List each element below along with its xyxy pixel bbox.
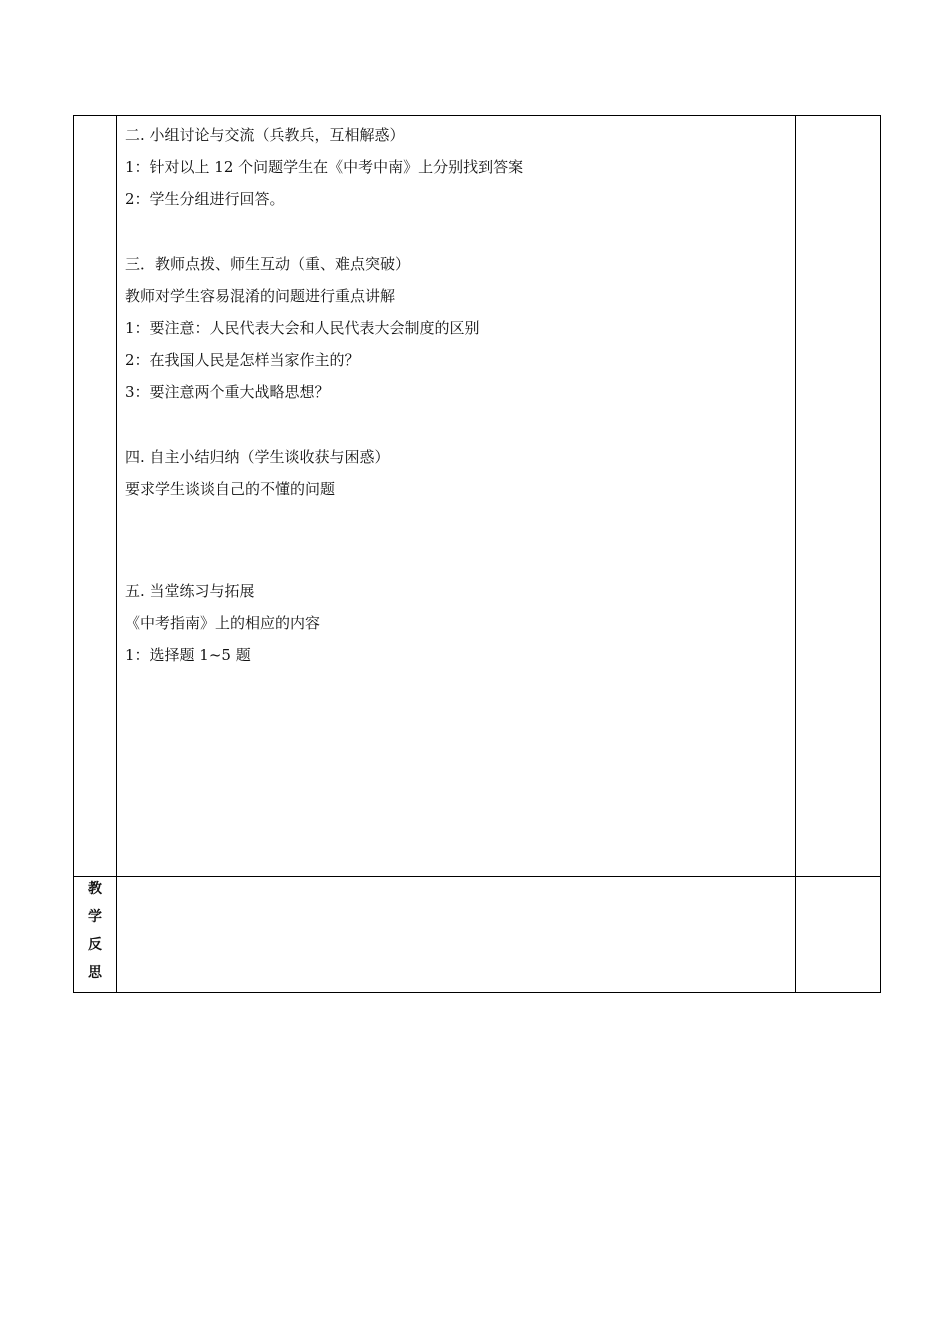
label-char: 思 — [88, 965, 102, 981]
teaching-reflection-label — [74, 877, 116, 993]
content-line: 1：要注意：人民代表大会和人民代表大会制度的区别 — [125, 319, 480, 337]
label-char: 学 — [88, 909, 102, 925]
section-heading-teacher-guidance: 三．教师点拨、师生互动（重、难点突破） — [125, 255, 411, 273]
content-line: 2：在我国人民是怎样当家作主的？ — [125, 351, 360, 369]
content-line: 教师对学生容易混淆的问题进行重点讲解 — [125, 287, 396, 305]
lesson-plan-table — [73, 115, 881, 993]
content-line: 1：针对以上 12 个问题学生在《中考中南》上分别找到答案 — [125, 158, 524, 176]
label-char: 反 — [88, 937, 102, 953]
column-divider-right — [795, 116, 796, 992]
content-line: 3：要注意两个重大战略思想？ — [125, 383, 330, 401]
label-char: 教 — [88, 881, 102, 897]
content-line: 要求学生谈谈自己的不懂的问题 — [125, 480, 336, 498]
row-divider — [74, 876, 880, 877]
content-line: 1：选择题 1~5 题 — [125, 646, 251, 664]
section-heading-self-summary: 四. 自主小结归纳（学生谈收获与困惑） — [125, 448, 390, 466]
section-heading-group-discussion: 二. 小组讨论与交流（兵教兵，互相解惑） — [125, 126, 405, 144]
content-line: 2：学生分组进行回答。 — [125, 190, 285, 208]
column-divider-left — [116, 116, 117, 992]
section-heading-practice: 五. 当堂练习与拓展 — [125, 582, 255, 600]
content-line: 《中考指南》上的相应的内容 — [125, 614, 321, 632]
